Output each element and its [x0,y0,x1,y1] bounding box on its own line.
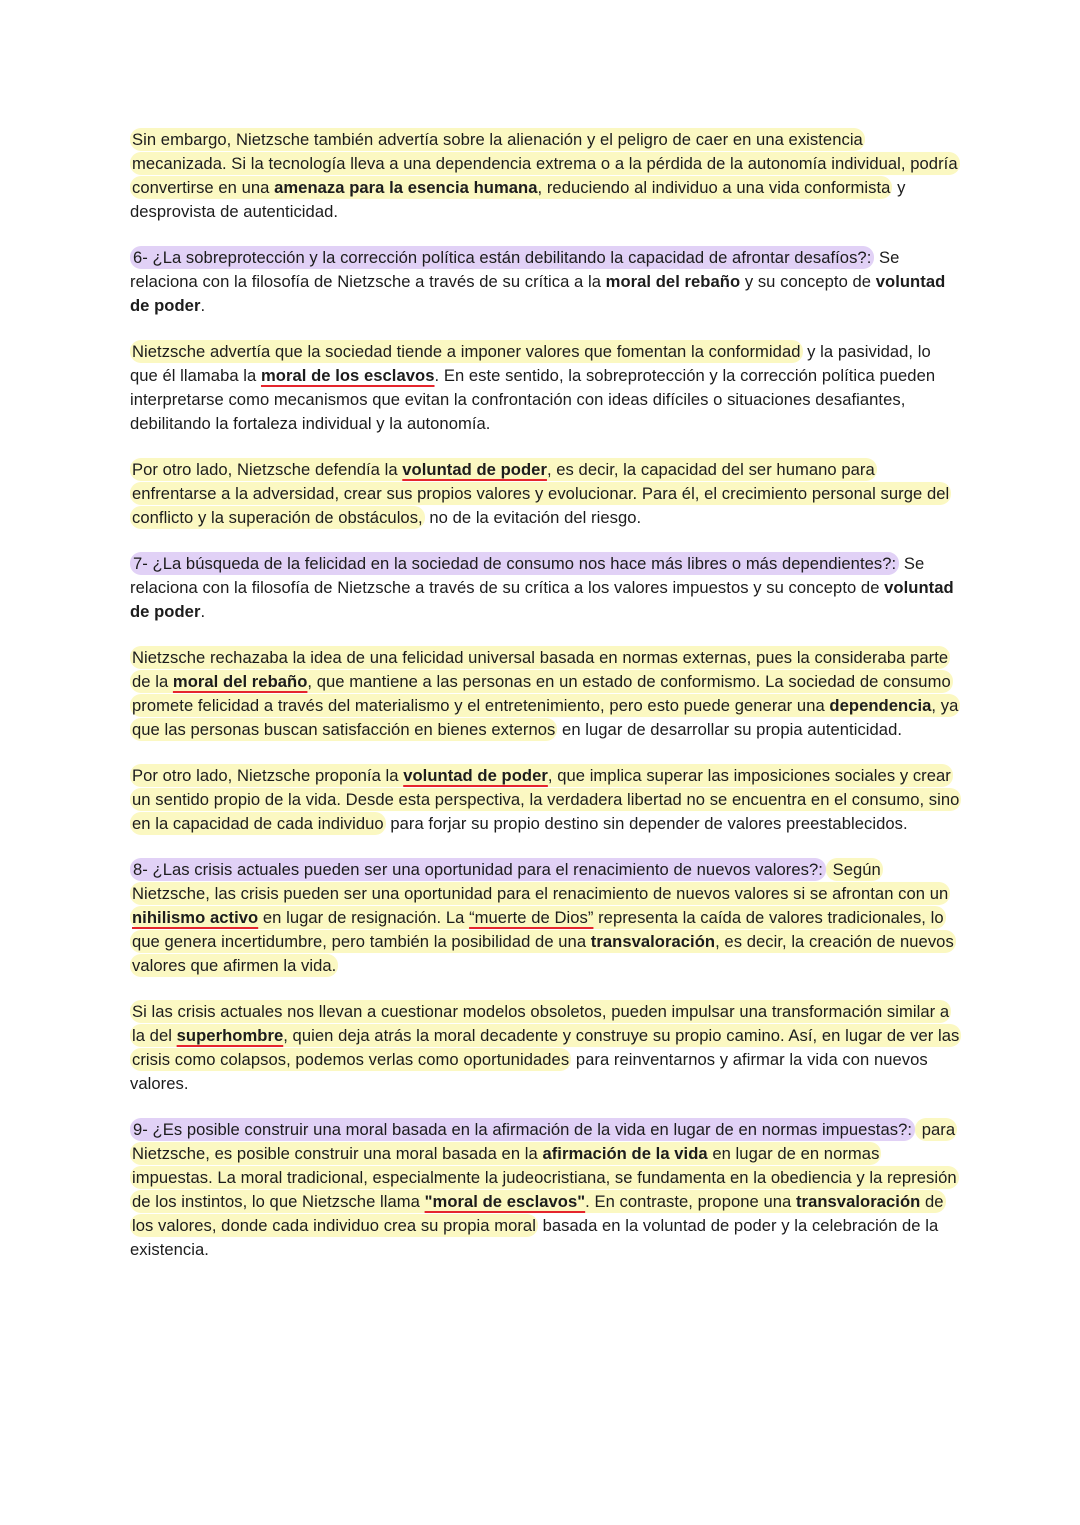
text-span: para Nietzsche, es posible construir una moral basada en la [132,1120,956,1163]
underlined-term: superhombre [176,1026,284,1045]
question-8-heading: 8- ¿Las crisis actuales pueden ser una oportunidad para el renacimiento de nuevos valores?: [130,858,826,881]
text-span: para reinventarnos y afirmar la vida con nuevos valores. [130,1050,928,1093]
bold-term: dependencia [829,696,932,715]
bold-term: voluntad de poder [130,272,946,315]
question-7-heading: 7- ¿La búsqueda de la felicidad en la sociedad de consumo nos hace más libres o más dependientes?: [130,552,899,575]
text-span: y la pasividad, lo que él llamaba la [130,342,931,385]
text-span: , ya que las personas buscan satisfacción en bienes externos [132,696,959,739]
text-span: , que implica superar las imposiciones sociales y crear un sentido propio de la vida. Desde esta perspectiva, la verdadera libertad no se encuentra en el consumo, sino en la capacidad de cada individuo [132,766,960,833]
text-span: Nietzsche advertía que la sociedad tiende a imponer valores que fomentan la conformidad [132,342,801,361]
text-span: . [200,296,206,315]
text-span: Por otro lado, Nietzsche proponía la [132,766,404,785]
bold-term: transvaloración [590,932,716,951]
text-span: Se relaciona con la filosofía de Nietzsche a través de su crítica a los valores impuestos y su concepto de [130,554,925,597]
underlined-term: moral de los esclavos [260,366,435,385]
text-span: Si las crisis actuales nos llevan a cuestionar modelos obsoletos, pueden impulsar una transformación similar a la del [132,1002,950,1045]
underlined-term: "moral de esclavos" [424,1192,586,1211]
text-span: . En este sentido, la sobreprotección y la corrección política pueden interpretarse como mecanismos que evitan la confrontación con ideas difíciles o situaciones desafiantes, debilitando la fortaleza individual y la autonomía. [130,366,936,433]
text-span: y desprovista de autenticidad. [130,178,906,221]
text-span: Nietzsche rechazaba la idea de una felicidad universal basada en normas externas, pues la consideraba parte de la [132,648,949,691]
text-span: , es decir, la capacidad del ser humano para enfrentarse a la adversidad, crear sus propios valores y evolucionar. Para él, el crecimiento personal surge del conflicto y la superación de obstáculos, [132,460,950,527]
text-span: , que mantiene a las personas en un estado de conformismo. La sociedad de consumo promete felicidad a través del materialismo y el entretenimiento, pero esto puede generar una [132,672,951,715]
bold-term: transvaloración [795,1192,921,1211]
text-span: Sin embargo, Nietzsche también advertía sobre la alienación y el peligro de caer en una existencia mecanizada. Si la tecnología lleva a una dependencia extrema o a la pérdida de la autonomía individual, podría convertirse en una [132,130,958,197]
text-span: , es decir, la creación de nuevos valores que afirmen la vida. [132,932,954,975]
underlined-term: nihilismo activo [132,908,259,927]
text-span: . En contraste, propone una [585,1192,796,1211]
paragraph-superhombre [130,1000,960,1096]
text-span: para forjar su propio destino sin depender de valores preestablecidos. [385,814,908,833]
highlight-yellow [130,128,960,199]
paragraph-moral-esclavos [130,340,960,436]
paragraph-voluntad-poder-2 [130,764,960,836]
text-span: no de la evitación del riesgo. [424,508,642,527]
underlined-quote: “muerte de Dios” [469,908,594,927]
text-span: y su concepto de [740,272,876,291]
bold-term: afirmación de la vida [542,1144,708,1163]
question-8-block [130,858,960,978]
text-span: en lugar de desarrollar su propia autenticidad. [557,720,903,739]
paragraph-voluntad-poder-1 [130,458,960,530]
underlined-term: moral del rebaño [172,672,308,691]
underlined-term: voluntad de poder [403,766,548,785]
text-span: Se relaciona con la filosofía de Nietzsche a través de su crítica a la [130,248,900,291]
text-span: , quien deja atrás la moral decadente y construye su propio camino. Así, en lugar de ver las crisis como colapsos, podemos verlas como oportunidades [132,1026,960,1069]
question-6-heading: 6- ¿La sobreprotección y la corrección política están debilitando la capacidad de afrontar desafíos?: [130,246,874,269]
highlight-yellow [130,340,803,363]
text-span: Por otro lado, Nietzsche defendía la [132,460,403,479]
text-span: en lugar de en normas impuestas. La moral tradicional, especialmente la judeocristiana, se fundamenta en la obediencia y la represión de los instintos, lo que Nietzsche llama [132,1144,957,1211]
question-9-heading: 9- ¿Es posible construir una moral basada en la afirmación de la vida en lugar de en normas impuestas?: [130,1118,915,1141]
bold-term: voluntad de poder [130,578,954,621]
underlined-term: voluntad de poder [402,460,547,479]
text-span: . [200,602,206,621]
text-span: representa la caída de valores tradicionales, lo que genera incertidumbre, pero también la posibilidad de una [132,908,944,951]
text-span: , reduciendo al individuo a una vida conformista [537,178,891,197]
bold-term: moral del rebaño [605,272,741,291]
paragraph-technology-alienation [130,128,960,224]
question-6-block [130,246,960,318]
paragraph-felicidad-consumo [130,646,960,742]
text-span: en lugar de resignación. La [258,908,470,927]
question-7-block [130,552,960,624]
bold-term: amenaza para la esencia humana [274,178,538,197]
text-span: de los valores, donde cada individuo crea su propia moral [132,1192,944,1235]
text-span: basada en la voluntad de poder y la celebración de la existencia. [130,1216,939,1259]
question-9-block [130,1118,960,1262]
text-span: Según Nietzsche, las crisis pueden ser una oportunidad para el renacimiento de nuevos valores si se afrontan con un [132,860,949,903]
